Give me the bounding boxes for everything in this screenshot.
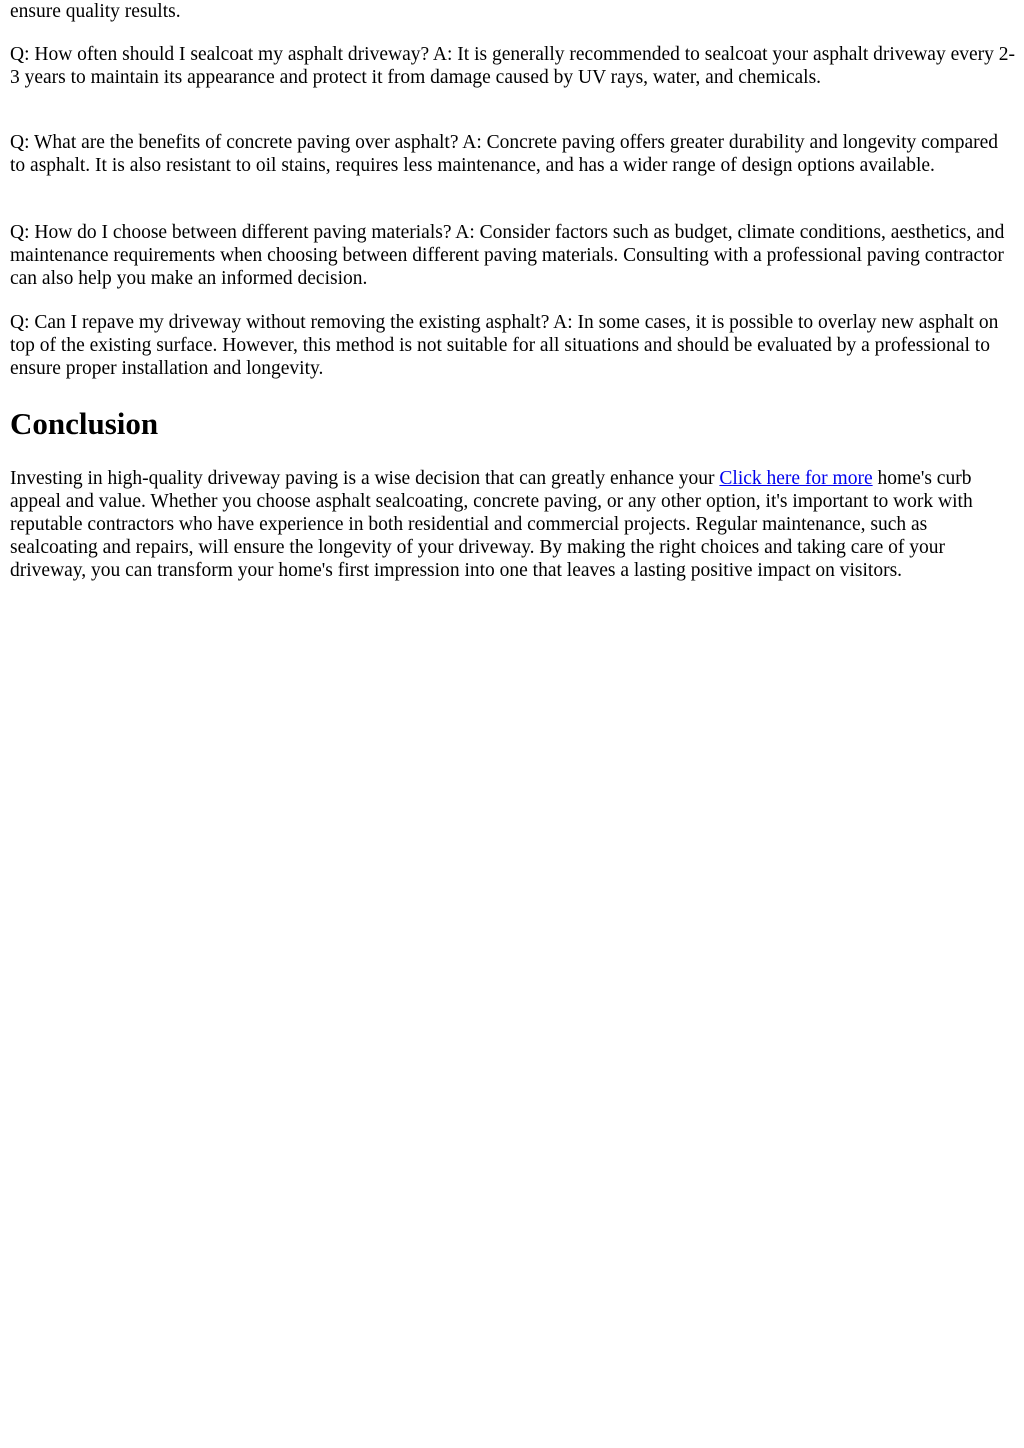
click-here-link[interactable]: Click here for more [719, 468, 873, 489]
conclusion-text-after-link: home's curb appeal and value. Whether you choose asphalt sealcoating, concrete paving, or any other option, it's important to work with reputable contractors who have experience in both residential and commercial projects. Regular maintenance, such as sealcoating and repairs, will ensure the longevity of your driveway. By making the right choices and taking care of your driveway, you can transform your home's first impression into one that leaves a lasting positive impact on visitors. [10, 468, 973, 581]
faq-choose-materials: Q: How do I choose between different paving materials? A: Consider factors such as budget, climate conditions, aesthetics, and maintenance requirements when choosing between different paving materials. Consulting with a professional paving contractor can also help you make an informed decision. [10, 222, 1005, 289]
conclusion-paragraph [10, 467, 1016, 582]
faq-repave-overlay: Q: Can I repave my driveway without removing the existing asphalt? A: In some cases, it is possible to overlay new asphalt on top of the existing surface. However, this method is not suitable for all situations and should be evaluated by a professional to ensure proper installation and longevity. [10, 312, 999, 379]
faq-concrete-benefits: Q: What are the benefits of concrete paving over asphalt? A: Concrete paving offers greater durability and longevity compared to asphalt. It is also resistant to oil stains, requires less maintenance, and has a wider range of design options available. [10, 132, 998, 176]
faq-sealcoat-frequency: Q: How often should I sealcoat my asphalt driveway? A: It is generally recommended to sealcoat your asphalt driveway every 2-3 years to maintain its appearance and protect it from damage caused by UV rays, water, and chemicals. [10, 44, 1016, 88]
conclusion-text-before-link: Investing in high-quality driveway paving is a wise decision that can greatly enhance your [10, 468, 720, 489]
intro-tail-paragraph: ensure quality results. [10, 1, 181, 22]
conclusion-heading: Conclusion [10, 406, 159, 441]
